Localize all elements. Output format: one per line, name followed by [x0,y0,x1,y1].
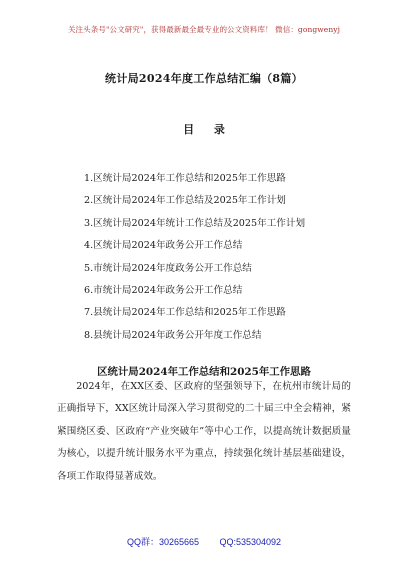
toc-item[interactable]: 1.区统计局2024年工作总结和2025年工作思路 [84,173,286,184]
toc-item[interactable]: 8.县统计局2024年政务公开年度工作总结 [84,329,262,341]
body-paragraph: 2024年，在XX区委、区政府的坚强领导下，在杭州市统计局的正确指导下，XX区统计局深入学习贯彻党的二十届三中全会精神，紧紧围绕区委、区政府“产业突破年”等中心工作，以提高统计数据质量为核心，以提升统计服务水平为重点，持续强化统计基层基础建设，各项工作取得显著成效。 [57,381,351,482]
footer-qq: QQ:535304092 [219,537,282,547]
toc-item[interactable]: 7.县统计局2024年工作总结和2025年工作思路 [84,307,286,319]
toc-heading: 目 录 [183,123,233,136]
toc-item[interactable]: 3.区统计局2024年统计工作总结及2025年工作计划 [84,217,306,229]
toc-item[interactable]: 6.市统计局2024年政务公开工作总结 [84,284,243,296]
section-title: 区统计局2024年工作总结和2025年工作思路 [97,366,311,378]
table-of-contents [84,168,305,347]
toc-item[interactable]: 2.区统计局2024年工作总结及2025年工作计划 [84,195,286,207]
document-title: 统计局2024年度工作总结汇编（8篇） [105,72,303,85]
toc-item[interactable]: 5.市统计局2024年度政务公开工作总结 [84,262,252,274]
header-banner: 关注头条号"公文研究"，获得最新最全最专业的公文资料库！ 微信：gongwenyj [67,25,341,34]
footer-qq-group: QQ群：30265665 [126,537,199,547]
footer-contact [0,535,408,548]
toc-item[interactable]: 4.区统计局2024年政务公开工作总结 [84,240,243,252]
